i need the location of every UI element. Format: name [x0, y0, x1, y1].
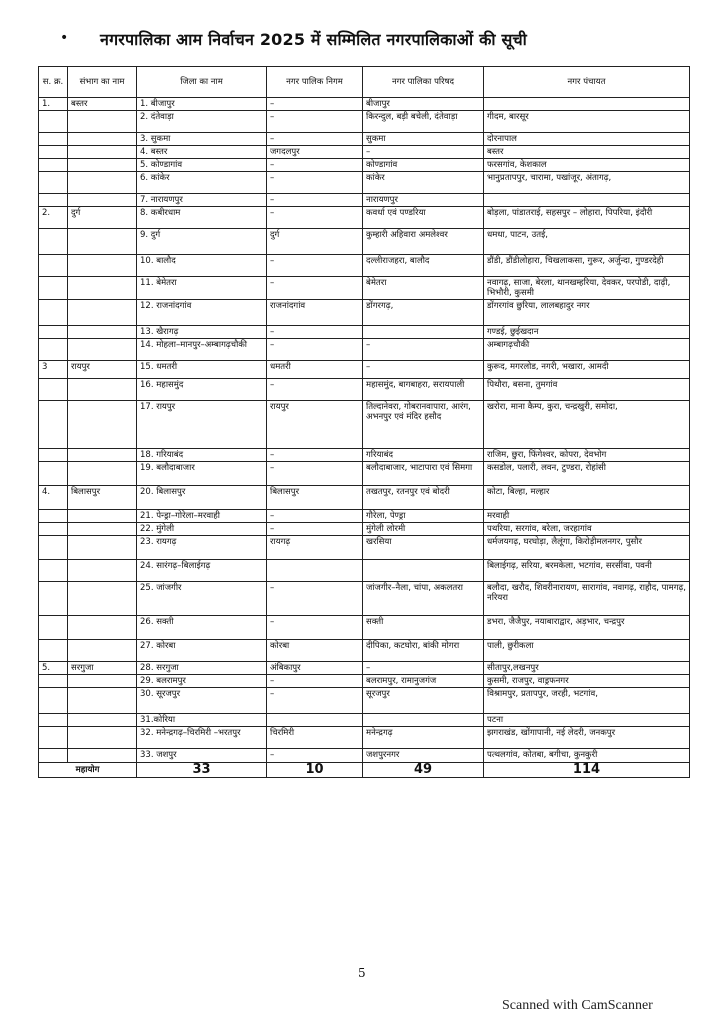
cell-sno — [39, 111, 68, 133]
cell-district: 20. बिलासपुर — [137, 486, 267, 510]
totals-label: महायोग — [39, 763, 137, 778]
cell-parishad: दीपिका, कटघोरा, बांकी मोगरा — [363, 640, 484, 662]
header-sno: स. क्र. — [39, 67, 68, 98]
table-row — [39, 510, 690, 523]
cell-division — [68, 277, 137, 300]
cell-district: 15. धमतरी — [137, 361, 267, 379]
cell-division — [68, 300, 137, 326]
header-division: संभाग का नाम — [68, 67, 137, 98]
cell-parishad: तिल्दानेवरा, गोबरानवापारा, आरंग, अभनपुर एवं मंदिर हसौद — [363, 401, 484, 449]
cell-division — [68, 536, 137, 560]
cell-division — [68, 159, 137, 172]
cell-district: 19. बलौदाबाजार — [137, 462, 267, 486]
cell-district: 31.कोरिया — [137, 714, 267, 727]
cell-sno — [39, 255, 68, 277]
cell-parishad: गरियाबंद — [363, 449, 484, 462]
cell-nigam: कोरबा — [267, 640, 363, 662]
table-row — [39, 339, 690, 361]
cell-panchayat: धर्मजयगढ़, घरघोड़ा, लैलूंगा, किरोड़ीमलनगर, पुसौर — [484, 536, 690, 560]
table-row — [39, 172, 690, 194]
cell-sno — [39, 146, 68, 159]
cell-division — [68, 379, 137, 401]
table-row — [39, 523, 690, 536]
cell-panchayat: डभरा, जैजैपुर, नयाबाराद्वार, अड़भार, चन्द्रपुर — [484, 616, 690, 640]
cell-division — [68, 133, 137, 146]
table-row — [39, 159, 690, 172]
cell-district: 25. जांजगीर — [137, 582, 267, 616]
cell-district: 12. राजनांदगांव — [137, 300, 267, 326]
table-row — [39, 111, 690, 133]
totals-parishad: 49 — [363, 763, 484, 778]
cell-division — [68, 146, 137, 159]
cell-parishad — [363, 326, 484, 339]
table-row — [39, 675, 690, 688]
cell-panchayat: पटना — [484, 714, 690, 727]
header-district: जिला का नाम — [137, 67, 267, 98]
cell-division — [68, 111, 137, 133]
cell-division — [68, 582, 137, 616]
cell-sno — [39, 582, 68, 616]
cell-parishad — [363, 714, 484, 727]
cell-parishad: गौरेला, पेण्ड्रा — [363, 510, 484, 523]
cell-division — [68, 675, 137, 688]
cell-panchayat: बलौदा, खरौद, शिवरीनारायण, सारागांव, नवागढ़, राहौद, पामगढ़, नरियरा — [484, 582, 690, 616]
cell-panchayat: गण्डई, छुईखदान — [484, 326, 690, 339]
cell-nigam: बिलासपुर — [267, 486, 363, 510]
cell-nigam: चिरमिरी — [267, 727, 363, 749]
cell-district: 16. महासमुंद — [137, 379, 267, 401]
cell-panchayat: कसडोल, पलारी, लवन, टुण्डरा, रोहांसी — [484, 462, 690, 486]
cell-division — [68, 714, 137, 727]
cell-sno — [39, 194, 68, 207]
cell-sno: 1. — [39, 98, 68, 111]
cell-nigam: – — [267, 98, 363, 111]
table-row — [39, 449, 690, 462]
cell-district: 26. सक्ती — [137, 616, 267, 640]
cell-parishad: कवर्धा एवं पण्डरिया — [363, 207, 484, 229]
table-row — [39, 277, 690, 300]
cell-parishad: तखतपुर, रतनपुर एवं बोदरी — [363, 486, 484, 510]
table-header-row — [39, 67, 690, 98]
table-row — [39, 194, 690, 207]
cell-sno — [39, 159, 68, 172]
cell-sno — [39, 229, 68, 255]
cell-panchayat: पत्थलगांव, कोतबा, बगीचा, कुनकुरी — [484, 749, 690, 763]
table-row — [39, 300, 690, 326]
cell-parishad: – — [363, 361, 484, 379]
cell-division — [68, 449, 137, 462]
cell-sno — [39, 640, 68, 662]
cell-nigam: – — [267, 449, 363, 462]
cell-parishad: मनेन्द्रगढ़ — [363, 727, 484, 749]
table-row — [39, 688, 690, 714]
cell-district: 4. बस्तर — [137, 146, 267, 159]
cell-district: 21. पेन्ड्रा–गोरेला–मरवाही — [137, 510, 267, 523]
cell-nigam: – — [267, 616, 363, 640]
cell-sno: 4. — [39, 486, 68, 510]
cell-district: 14. मोहला–मानपुर–अम्बागढ़चौकी — [137, 339, 267, 361]
cell-parishad: सूरजपुर — [363, 688, 484, 714]
cell-parishad: जांजगीर–नैला, चांपा, अकलतरा — [363, 582, 484, 616]
cell-nigam: अंबिकापुर — [267, 662, 363, 675]
table-body — [39, 98, 690, 763]
cell-parishad: – — [363, 146, 484, 159]
header-panchayat: नगर पंचायत — [484, 67, 690, 98]
cell-nigam: – — [267, 133, 363, 146]
cell-panchayat — [484, 98, 690, 111]
cell-sno — [39, 675, 68, 688]
cell-division — [68, 616, 137, 640]
cell-nigam: – — [267, 749, 363, 763]
cell-sno: 5. — [39, 662, 68, 675]
cell-panchayat: बस्तर — [484, 146, 690, 159]
cell-nigam: – — [267, 688, 363, 714]
cell-panchayat: गीदम, बारसूर — [484, 111, 690, 133]
cell-parishad: बेमेतरा — [363, 277, 484, 300]
cell-division — [68, 326, 137, 339]
cell-division — [68, 229, 137, 255]
cell-panchayat: कुरूद, मगरलोड, नगरी, भखारा, आमदी — [484, 361, 690, 379]
cell-parishad: बलरामपुर, रामानुजगंज — [363, 675, 484, 688]
cell-panchayat: नवागढ़, साजा, बेरला, थानखम्हरिया, देवकर, परपोडी, दाढ़ी, भिभौरी, कुसमी — [484, 277, 690, 300]
cell-nigam: – — [267, 510, 363, 523]
cell-nigam: राजनांदगांव — [267, 300, 363, 326]
table-row — [39, 401, 690, 449]
cell-division — [68, 560, 137, 582]
cell-district: 5. कोण्डागांव — [137, 159, 267, 172]
cell-district: 30. सूरजपुर — [137, 688, 267, 714]
cell-nigam: जगदलपुर — [267, 146, 363, 159]
cell-parishad: – — [363, 662, 484, 675]
cell-parishad: जशपुरनगर — [363, 749, 484, 763]
cell-district: 33. जशपुर — [137, 749, 267, 763]
cell-panchayat: पथरिया, सरगांव, बरेला, जरहागांव — [484, 523, 690, 536]
cell-parishad: डोंगरगढ़, — [363, 300, 484, 326]
cell-division — [68, 688, 137, 714]
table-row — [39, 146, 690, 159]
cell-division — [68, 727, 137, 749]
cell-district: 32. मनेन्द्रगढ़–चिरमिरी –भरतपुर — [137, 727, 267, 749]
cell-division — [68, 462, 137, 486]
cell-nigam: – — [267, 194, 363, 207]
table-row — [39, 462, 690, 486]
cell-district: 23. रायगढ़ — [137, 536, 267, 560]
cell-nigam: – — [267, 159, 363, 172]
table-row — [39, 326, 690, 339]
cell-division — [68, 255, 137, 277]
cell-parishad: सुकमा — [363, 133, 484, 146]
header-parishad: नगर पालिका परिषद — [363, 67, 484, 98]
cell-parishad: – — [363, 339, 484, 361]
table-row — [39, 662, 690, 675]
cell-sno: 3 — [39, 361, 68, 379]
cell-nigam — [267, 560, 363, 582]
cell-parishad: बीजापुर — [363, 98, 484, 111]
cell-nigam: रायगढ़ — [267, 536, 363, 560]
cell-parishad: नारायणपुर — [363, 194, 484, 207]
totals-row — [39, 763, 690, 778]
cell-parishad: कुम्हारी अहिवारा अमलेश्वर — [363, 229, 484, 255]
cell-division — [68, 523, 137, 536]
cell-parishad: कोण्डागांव — [363, 159, 484, 172]
cell-panchayat: धमधा, पाटन, उतई, — [484, 229, 690, 255]
cell-sno — [39, 172, 68, 194]
table-row — [39, 229, 690, 255]
cell-parishad: दल्लीराजहरा, बालौद — [363, 255, 484, 277]
table-row — [39, 133, 690, 146]
cell-division: रायपुर — [68, 361, 137, 379]
cell-parishad: मुंगेली लोरमी — [363, 523, 484, 536]
cell-panchayat: बोड़ला, पांडातराई, सहसपुर – लोहारा, पिपरिया, इंदौरी — [484, 207, 690, 229]
cell-division: बस्तर — [68, 98, 137, 111]
cell-district: 1. बीजापुर — [137, 98, 267, 111]
table-row — [39, 616, 690, 640]
cell-panchayat: पाली, छुरीकला — [484, 640, 690, 662]
cell-division: बिलासपुर — [68, 486, 137, 510]
cell-sno — [39, 462, 68, 486]
cell-panchayat: डौंडी, डौंडीलोहारा, चिखलाकसा, गुरूर, अर्जुन्दा, गुण्डरदेही — [484, 255, 690, 277]
cell-sno — [39, 560, 68, 582]
municipality-table — [38, 66, 690, 778]
cell-parishad: कांकेर — [363, 172, 484, 194]
cell-panchayat — [484, 194, 690, 207]
cell-division: सरगुजा — [68, 662, 137, 675]
cell-parishad: महासमुंद, बागबाहरा, सरायपाली — [363, 379, 484, 401]
cell-sno — [39, 379, 68, 401]
table-row — [39, 560, 690, 582]
cell-division — [68, 172, 137, 194]
cell-district: 17. रायपुर — [137, 401, 267, 449]
scanner-watermark: Scanned with CamScanner — [502, 998, 653, 1013]
cell-district: 18. गरियाबंद — [137, 449, 267, 462]
cell-district: 28. सरगुजा — [137, 662, 267, 675]
cell-district: 7. नारायणपुर — [137, 194, 267, 207]
cell-nigam: – — [267, 462, 363, 486]
cell-panchayat: अम्बागढ़चौकी — [484, 339, 690, 361]
page-title: नगरपालिका आम निर्वाचन 2025 में सम्मिलित नगरपालिकाओं की सूची — [100, 30, 527, 49]
cell-nigam — [267, 714, 363, 727]
table-row — [39, 749, 690, 763]
table-row — [39, 640, 690, 662]
totals-nigam: 10 — [267, 763, 363, 778]
cell-nigam: दुर्ग — [267, 229, 363, 255]
table-row — [39, 207, 690, 229]
cell-sno — [39, 133, 68, 146]
cell-division — [68, 194, 137, 207]
cell-district: 3. सुकमा — [137, 133, 267, 146]
table-row — [39, 582, 690, 616]
cell-panchayat: दोरनापाल — [484, 133, 690, 146]
table-row — [39, 255, 690, 277]
cell-sno — [39, 523, 68, 536]
cell-nigam: – — [267, 326, 363, 339]
cell-district: 22. मुंगेली — [137, 523, 267, 536]
cell-panchayat: डोंगरगांव छुरिया, लालबहादुर नगर — [484, 300, 690, 326]
cell-sno — [39, 449, 68, 462]
cell-panchayat: मरवाही — [484, 510, 690, 523]
cell-district: 11. बेमेतरा — [137, 277, 267, 300]
cell-sno — [39, 510, 68, 523]
totals-district: 33 — [137, 763, 267, 778]
table-row — [39, 361, 690, 379]
cell-nigam: – — [267, 255, 363, 277]
table-row — [39, 727, 690, 749]
cell-district: 10. बालौद — [137, 255, 267, 277]
cell-sno: 2. — [39, 207, 68, 229]
cell-parishad: बलौदाबाजार, भाटापारा एवं सिमगा — [363, 462, 484, 486]
cell-nigam: – — [267, 582, 363, 616]
cell-division — [68, 749, 137, 763]
cell-parishad: खरसिया — [363, 536, 484, 560]
cell-division — [68, 401, 137, 449]
cell-division — [68, 640, 137, 662]
table-row — [39, 486, 690, 510]
cell-sno — [39, 688, 68, 714]
cell-nigam: धमतरी — [267, 361, 363, 379]
totals-panchayat: 114 — [484, 763, 690, 778]
table-row — [39, 98, 690, 111]
cell-panchayat: कुसमी, राजपुर, वाड्रफनगर — [484, 675, 690, 688]
cell-division — [68, 510, 137, 523]
cell-district: 2. दंतेवाड़ा — [137, 111, 267, 133]
cell-panchayat: खरोरा, माना कैम्प, कुरा, चन्द्रखुरी, समोदा, — [484, 401, 690, 449]
cell-nigam: – — [267, 379, 363, 401]
cell-sno — [39, 714, 68, 727]
cell-parishad: किरन्दुल, बड़ी बचेली, दंतेवाड़ा — [363, 111, 484, 133]
cell-panchayat: भानुप्रतापपुर, चारामा, पखांजूर, अंतागढ़, — [484, 172, 690, 194]
table-row — [39, 536, 690, 560]
cell-panchayat: राजिम, छुरा, फिंगेश्वर, कोपरा, देवभोग — [484, 449, 690, 462]
cell-panchayat: कोटा, बिल्हा, मल्हार — [484, 486, 690, 510]
cell-division — [68, 339, 137, 361]
title-bullet: • — [60, 30, 69, 46]
cell-nigam: – — [267, 675, 363, 688]
cell-district: 13. खैरागढ़ — [137, 326, 267, 339]
table-row — [39, 714, 690, 727]
cell-nigam: – — [267, 339, 363, 361]
table-row — [39, 379, 690, 401]
page-number: 5 — [358, 966, 366, 980]
cell-panchayat: पिथौरा, बसना, तुमगांव — [484, 379, 690, 401]
cell-sno — [39, 339, 68, 361]
cell-district: 24. सारंगढ़–बिलाईगढ़ — [137, 560, 267, 582]
cell-sno — [39, 536, 68, 560]
cell-panchayat: विश्रामपुर, प्रतापपुर, जरही, भटगांव, — [484, 688, 690, 714]
cell-district: 8. कबीरधाम — [137, 207, 267, 229]
cell-district: 29. बलरामपुर — [137, 675, 267, 688]
cell-nigam: – — [267, 277, 363, 300]
cell-district: 27. कोरबा — [137, 640, 267, 662]
cell-sno — [39, 727, 68, 749]
cell-parishad — [363, 560, 484, 582]
cell-nigam: – — [267, 207, 363, 229]
cell-sno — [39, 401, 68, 449]
cell-nigam: रायपुर — [267, 401, 363, 449]
cell-district: 6. कांकेर — [137, 172, 267, 194]
cell-panchayat: फरसगांव, केशकाल — [484, 159, 690, 172]
cell-sno — [39, 616, 68, 640]
cell-district: 9. दुर्ग — [137, 229, 267, 255]
cell-sno — [39, 277, 68, 300]
cell-division: दुर्ग — [68, 207, 137, 229]
cell-sno — [39, 300, 68, 326]
cell-nigam: – — [267, 523, 363, 536]
cell-nigam: – — [267, 111, 363, 133]
cell-sno — [39, 326, 68, 339]
cell-panchayat: बिलाईगढ़, सरिया, बरमकेला, भटगांव, सरसींवा, पवनी — [484, 560, 690, 582]
cell-nigam: – — [267, 172, 363, 194]
cell-parishad: सक्ती — [363, 616, 484, 640]
header-nigam: नगर पालिक निगम — [267, 67, 363, 98]
cell-panchayat: सीतापुर,लखनपुर — [484, 662, 690, 675]
cell-sno — [39, 749, 68, 763]
cell-panchayat: झगराखंड, खोंगापानी, नई लेदरी, जनकपुर — [484, 727, 690, 749]
